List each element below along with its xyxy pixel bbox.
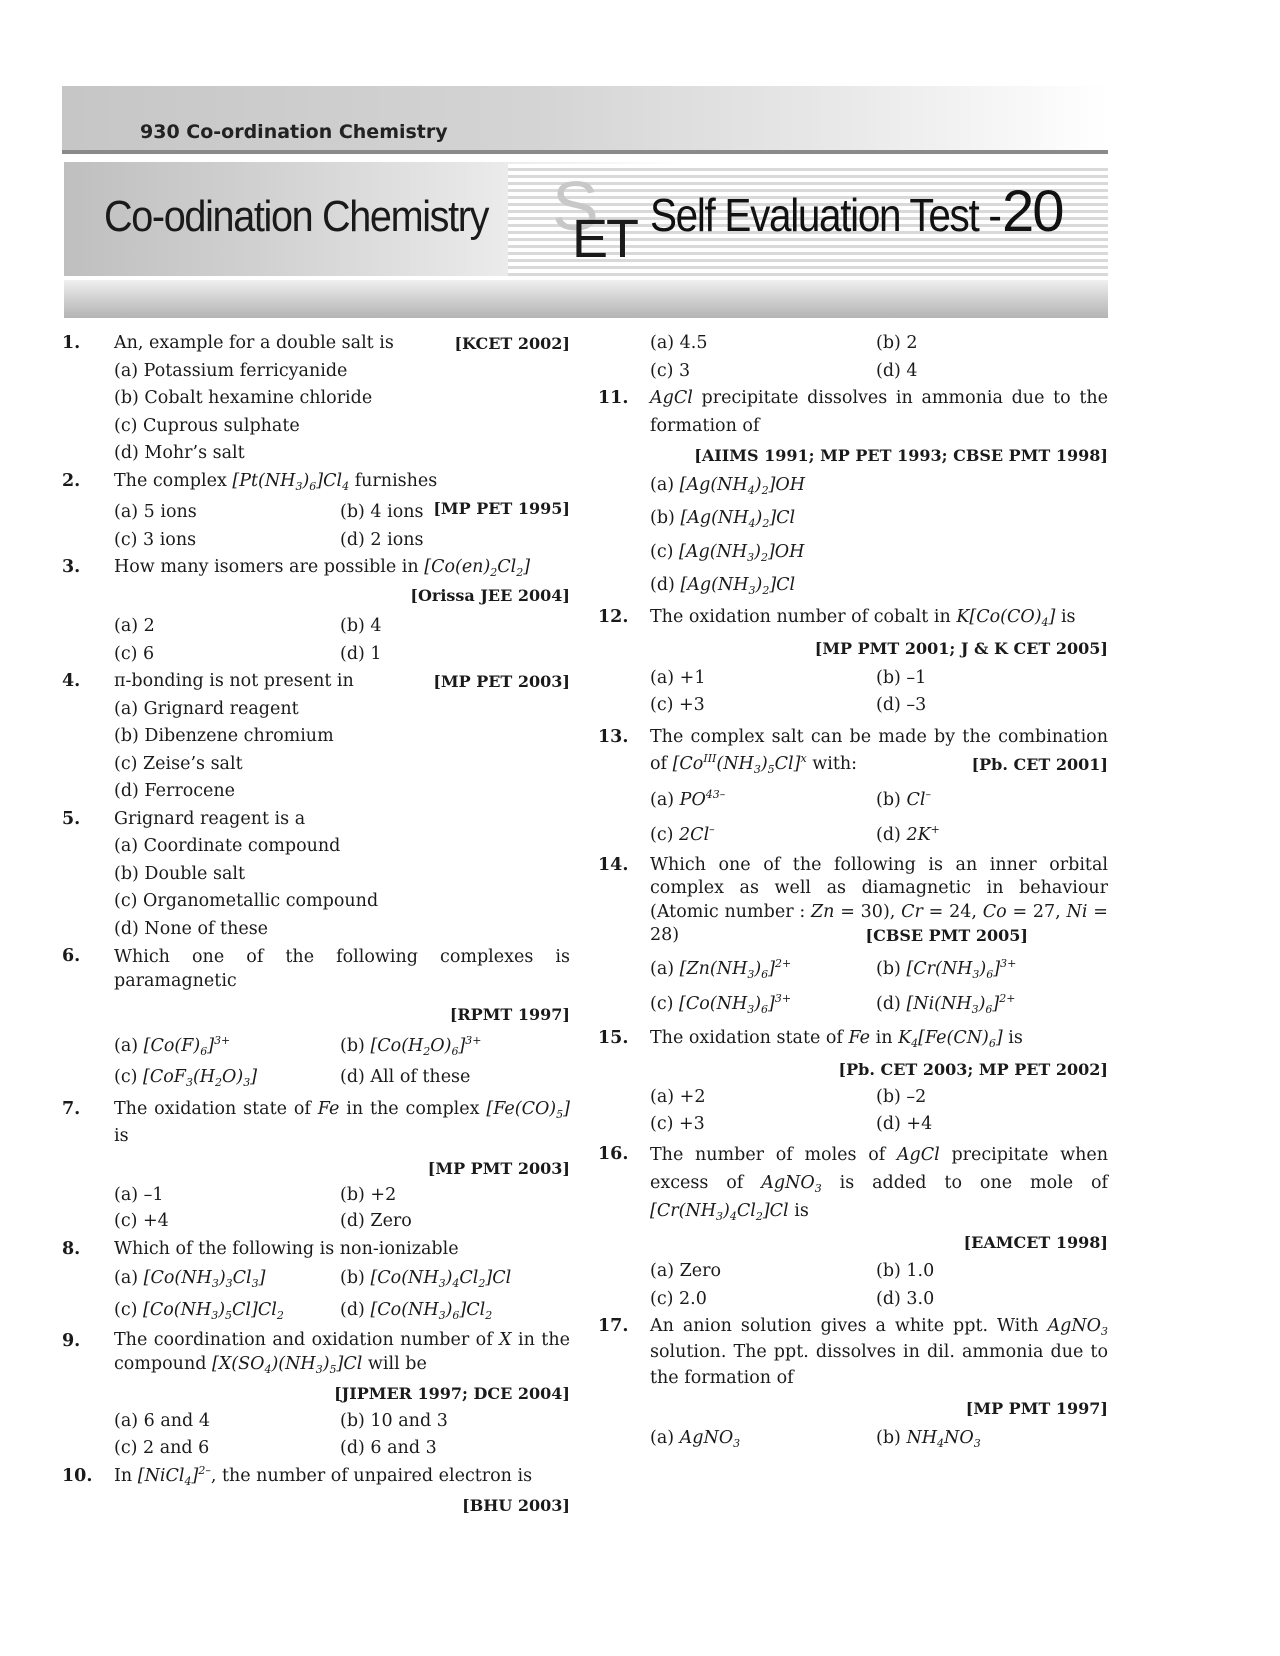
question-number: 13. — [598, 726, 629, 747]
question-10 — [62, 1463, 570, 1520]
option-a: (a) +2 — [650, 1086, 706, 1107]
option-a: (a) Potassium ferricyanide — [114, 360, 348, 381]
formula: $[Ag(NH_4)_2]OH$ — [679, 474, 806, 497]
options-row — [650, 1258, 1108, 1286]
question-5 — [62, 806, 570, 944]
options-row — [114, 1297, 570, 1325]
question-number: 10. — [62, 1465, 93, 1486]
formula: $[X(SO_4)(NH_3)_5]Cl$ — [212, 1354, 363, 1376]
options-row — [114, 641, 570, 669]
question-14 — [598, 852, 1108, 1019]
formula: $NH_4NO_3$ — [906, 1427, 981, 1450]
option-d: (d) 2 ions — [340, 529, 424, 550]
question-number: 14. — [598, 854, 629, 875]
options-row — [650, 1286, 1108, 1314]
option-a: (a) $[Zn(NH_3)_6]^{2+}$ — [650, 956, 792, 981]
option-c: (c) Organometallic compound — [114, 891, 379, 911]
question-stem: The number of moles of AgCl precipitate when excess of AgNO$_3$ is added to one mole of $[Cr(NH_3)_4Cl_2]Cl$ is — [650, 1144, 1108, 1223]
question-number: 4. — [62, 671, 81, 691]
option-d: (d) All of these — [340, 1067, 471, 1087]
option-a: (a) 4.5 — [650, 333, 708, 353]
options-row — [114, 1210, 570, 1232]
question-stem: The complex $[Pt(NH_3)_6]Cl_4$ furnishes [MP PET 1995] — [114, 468, 570, 496]
option-c: (c) +4 — [114, 1210, 169, 1231]
question-stem: The oxidation number of cobalt in $K[Co(CO)_4]$ is — [650, 606, 1076, 629]
set-logo-et: ET — [572, 209, 638, 269]
question-number: 3. — [62, 557, 81, 577]
option-d: (d) 2K+ — [876, 823, 940, 845]
option-b: (b) Cobalt hexamine chloride — [114, 388, 373, 408]
question-number: 11. — [598, 388, 629, 408]
question-stem: Which one of the following complexes is paramagnetic — [114, 947, 570, 991]
question-stem: π-bonding is not present in [MP PET 2003] — [114, 668, 570, 696]
options-row — [650, 665, 1108, 693]
option-a: (a) $[Co(NH_3)_3Cl_3]$ — [114, 1268, 266, 1290]
question-8 — [62, 1236, 570, 1325]
option-d: (d) 1 — [340, 643, 382, 664]
question-source: [MP PMT 2003] — [427, 1158, 570, 1178]
question-source: [MP PMT 2001; J & K CET 2005] — [814, 639, 1108, 658]
options-row — [650, 956, 1108, 984]
options-row — [650, 787, 1108, 815]
question-source: [EAMCET 1998] — [963, 1232, 1108, 1252]
formula: $K[Co(CO)_4]$ — [956, 606, 1056, 629]
question-stem: The complex salt can be made by the combination of $[Co^{III}(NH_3)_5Cl]^x$ with: [Pb. CET 2001] — [650, 724, 1108, 779]
option-b: (b) Dibenzene chromium — [114, 726, 334, 746]
question-stem: Which one of the following is an inner orbital complex as well as diamagnetic in behaviour (Atomic number : Zn = 30), Cr = 24, Co = 27, Ni = 28) [CBSE PMT 2005] — [650, 852, 1108, 948]
question-source: [MP PET 2003] — [433, 672, 570, 691]
option-c: (c) Cuprous sulphate — [114, 415, 300, 436]
option-a: (a) Grignard reagent — [114, 698, 299, 719]
question-11 — [598, 385, 1108, 600]
options-row — [650, 991, 1108, 1019]
options-row — [114, 1182, 570, 1210]
option-a: (a) 6 and 4 — [114, 1410, 210, 1431]
option-c: (c) $[Co(NH_3)_6]^{3+}$ — [650, 992, 792, 1016]
option-b: (b) 4 ions — [340, 502, 424, 522]
option-b: (b) $[Co(NH_3)_4Cl_2]Cl$ — [340, 1268, 512, 1290]
option-d: (d) $[Ni(NH_3)_6]^{2+}$ — [876, 992, 1016, 1016]
options-row — [114, 527, 570, 555]
question-stem: In [NiCl$_4$]$^{2-}$, the number of unpaired electron is — [114, 1463, 533, 1488]
option-d: (d) 3.0 — [876, 1288, 935, 1309]
option-b: (b) Double salt — [114, 863, 246, 884]
question-3 — [62, 554, 570, 668]
question-13 — [598, 724, 1108, 850]
option-c: (c) 2.0 — [650, 1288, 707, 1309]
q10-options-row — [650, 330, 1108, 358]
option-a: (a) $PO^{43-}$ — [650, 787, 726, 810]
question-9 — [62, 1328, 570, 1463]
option-c: (c) $[CoF_3(H_2O)_3]$ — [114, 1067, 258, 1089]
question-source: [CBSE PMT 2005] — [865, 926, 1028, 945]
option-c: (c) +3 — [650, 695, 705, 715]
options-row — [650, 1111, 1108, 1139]
option-a: (a) $[Ag(NH_4)_2]OH$ — [650, 474, 806, 497]
q10-options-row — [650, 358, 1108, 386]
options-row — [650, 1425, 1108, 1453]
option-c: (c) 3 — [650, 360, 691, 381]
header-bar — [62, 86, 1108, 154]
element-symbol: Cr — [901, 901, 923, 922]
element-symbol: Co — [982, 901, 1007, 922]
options-row — [114, 499, 433, 527]
option-c: (c) Zeise’s salt — [114, 753, 243, 774]
formula: $[Co(F)_6]^{3+}$ — [143, 1033, 231, 1058]
formula: 2Cl– — [679, 823, 715, 845]
question-number: 5. — [62, 808, 81, 829]
options-row — [650, 692, 1108, 720]
option-c: (c) 2Cl– — [650, 823, 715, 845]
question-stem: Grignard reagent is a — [114, 808, 306, 829]
option-b: (b) $[Cr(NH_3)_6]^{3+}$ — [876, 956, 1017, 981]
option-b: (b) $NH_4NO_3$ — [876, 1427, 981, 1450]
option-c: (c) 6 — [114, 643, 155, 664]
option-d: (d) Zero — [340, 1210, 412, 1231]
options-row — [114, 1033, 570, 1061]
question-1 — [62, 330, 570, 468]
formula: AgCl — [896, 1144, 940, 1165]
option-b: (b) –2 — [876, 1086, 927, 1107]
formula: $[Ag(NH_3)_2]OH$ — [679, 541, 805, 564]
question-6 — [62, 943, 570, 1092]
option-c: (c) 2 and 6 — [114, 1438, 210, 1458]
options-row — [650, 1084, 1108, 1112]
question-stem: The oxidation state of Fe in $K_4[Fe(CN)_6]$ is — [650, 1027, 1023, 1050]
formula: $PO^{43-}$ — [679, 787, 726, 810]
element-symbol: Fe — [317, 1098, 340, 1119]
chapter-title: Co-odination Chemistry — [104, 192, 489, 241]
formula: AgCl — [650, 388, 693, 408]
formula: Cl– — [906, 787, 931, 810]
question-number: 8. — [62, 1238, 81, 1259]
element-symbol: X — [499, 1330, 512, 1350]
question-stem: Which of the following is non-ionizable — [114, 1238, 459, 1259]
formula: AgNO$_3$ — [679, 1427, 741, 1450]
option-c: (c) 3 ions — [114, 529, 197, 550]
banner-bottom-bar — [64, 280, 1108, 318]
formula: $[Co(H_2O)_6]^{3+}$ — [370, 1033, 482, 1058]
question-number: 17. — [598, 1316, 629, 1336]
formula: $[Ag(NH_4)_2]Cl$ — [680, 508, 796, 530]
question-15 — [598, 1025, 1108, 1139]
option-d: (d) 6 and 3 — [340, 1438, 437, 1458]
option-d: (d) +4 — [876, 1114, 933, 1134]
option-d: (d) None of these — [114, 918, 269, 939]
question-source: [RPMT 1997] — [449, 1005, 570, 1024]
options-row — [114, 1064, 570, 1092]
question-source: [KCET 2002] — [454, 334, 570, 353]
option-a: (a) 2 — [114, 616, 155, 636]
option-d: (d) 4 — [876, 360, 918, 381]
formula: $[Co(NH_3)_4Cl_2]Cl$ — [370, 1268, 512, 1290]
question-2 — [62, 468, 570, 555]
option-b: (b) $[Co(H_2O)_6]^{3+}$ — [340, 1033, 482, 1058]
formula: $[Fe(CO)_5]$ — [486, 1098, 570, 1121]
formula: $K_4[Fe(CN)_6]$ — [898, 1027, 1003, 1050]
question-stem: How many isomers are possible in $[Co(en)_2Cl_2]$ — [114, 557, 531, 579]
question-source: [Pb. CET 2001] — [971, 755, 1108, 774]
question-stem: The coordination and oxidation number of X in the compound $[X(SO_4)(NH_3)_5]Cl$ will be — [114, 1330, 570, 1376]
option-a: (a) –1 — [114, 1185, 164, 1205]
options-row — [114, 1408, 570, 1436]
option-d: (d) Mohr’s salt — [114, 443, 245, 463]
question-number: 9. — [62, 1331, 81, 1351]
left-column — [62, 330, 570, 1520]
formula: [NiCl$_4$]$^{2-}$ — [137, 1463, 211, 1488]
question-source: [MP PMT 1997] — [965, 1399, 1108, 1418]
question-number: 1. — [62, 333, 81, 353]
question-source: [BHU 2003] — [462, 1496, 570, 1515]
question-number: 16. — [598, 1143, 629, 1164]
formula: $[Pt(NH_3)_6]Cl_4$ — [232, 470, 350, 493]
formula: $[Co(en)_2Cl_2]$ — [424, 557, 531, 579]
option-a: (a) $[Co(F)_6]^{3+}$ — [114, 1033, 231, 1058]
formula: $[Ni(NH_3)_6]^{2+}$ — [906, 992, 1016, 1016]
question-number: 15. — [598, 1027, 629, 1048]
test-number: 20 — [1002, 179, 1063, 244]
option-b: (b) Cl– — [876, 787, 931, 810]
formula: $[Cr(NH_3)_4Cl_2]Cl$ — [650, 1200, 789, 1223]
formula: $[CoF_3(H_2O)_3]$ — [143, 1067, 258, 1089]
question-17 — [598, 1313, 1108, 1452]
options-row — [114, 1265, 570, 1293]
formula: $[Zn(NH_3)_6]^{2+}$ — [679, 956, 792, 981]
option-a: (a) AgNO$_3$ — [650, 1427, 741, 1450]
option-d: (d) $[Ag(NH_3)_2]Cl$ — [650, 575, 796, 597]
option-a: (a) Zero — [650, 1261, 722, 1281]
element-symbol: Ni — [1066, 901, 1088, 922]
option-d: (d) $[Co(NH_3)_6]Cl_2$ — [340, 1299, 493, 1322]
option-a: (a) 5 ions — [114, 502, 197, 522]
formula: AgNO$_3$ — [1047, 1316, 1108, 1338]
option-a: (a) Coordinate compound — [114, 836, 341, 856]
option-b: (b) –1 — [876, 667, 927, 688]
test-title: Self Evaluation Test - — [650, 189, 1001, 241]
options-row — [114, 1435, 570, 1463]
option-c: (c) +3 — [650, 1114, 705, 1134]
option-b: (b) 1.0 — [876, 1261, 935, 1281]
formula: $[Co(NH_3)_6]Cl_2$ — [370, 1299, 493, 1322]
question-source: [MP PET 1995] — [433, 499, 570, 518]
element-symbol: Zn — [811, 901, 835, 922]
question-source: [JIPMER 1997; DCE 2004] — [334, 1384, 570, 1403]
question-number: 12. — [598, 606, 629, 627]
question-number: 2. — [62, 470, 81, 491]
question-stem: AgCl precipitate dissolves in ammonia due to the formation of — [650, 388, 1108, 436]
formula: $[Co(NH_3)_6]^{3+}$ — [679, 992, 792, 1016]
formula: AgNO$_3$ — [761, 1172, 822, 1195]
question-source: [Orissa JEE 2004] — [410, 585, 570, 605]
question-number: 6. — [62, 946, 81, 966]
question-stem: An anion solution gives a white ppt. With AgNO$_3$ solution. The ppt. dissolves in dil. ammonia due to the formation of — [650, 1316, 1108, 1388]
question-source: [Pb. CET 2003; MP PET 2002] — [838, 1060, 1108, 1079]
formula: $[Co(NH_3)_5Cl]Cl_2$ — [143, 1299, 284, 1322]
set-logo-s: S — [552, 167, 599, 245]
question-stem: An, example for a double salt is [KCET 2002] — [114, 330, 570, 358]
question-4 — [62, 668, 570, 806]
option-b: (b) +2 — [340, 1185, 397, 1205]
formula: $[Ag(NH_3)_2]Cl$ — [680, 575, 796, 597]
option-b: (b) $[Ag(NH_4)_2]Cl$ — [650, 508, 796, 530]
formula: $[Cr(NH_3)_6]^{3+}$ — [906, 956, 1017, 981]
question-source: [AIIMS 1991; MP PET 1993; CBSE PMT 1998] — [694, 446, 1108, 465]
option-c: (c) $[Co(NH_3)_5Cl]Cl_2$ — [114, 1299, 284, 1322]
option-b: (b) 4 — [340, 616, 382, 636]
question-16 — [598, 1141, 1108, 1314]
formula: $[Co^{III}(NH_3)_5Cl]^x$ — [672, 752, 807, 776]
options-row — [650, 822, 1108, 850]
right-column — [598, 330, 1108, 1452]
option-c: (c) $[Ag(NH_3)_2]OH$ — [650, 541, 805, 564]
option-d: (d) Ferrocene — [114, 781, 236, 801]
options-row — [114, 613, 570, 641]
option-b: (b) 2 — [876, 333, 918, 353]
option-a: (a) +1 — [650, 667, 706, 688]
question-7 — [62, 1096, 570, 1232]
page-header: 930 Co-ordination Chemistry — [140, 121, 448, 143]
question-number: 7. — [62, 1098, 81, 1119]
question-stem: The oxidation state of Fe in the complex $[Fe(CO)_5]$ is — [114, 1098, 570, 1146]
element-symbol: Fe — [848, 1027, 871, 1048]
formula: 2K+ — [906, 823, 940, 845]
option-d: (d) –3 — [876, 695, 927, 715]
formula: $[Co(NH_3)_3Cl_3]$ — [143, 1268, 266, 1290]
question-12 — [598, 604, 1108, 720]
option-b: (b) 10 and 3 — [340, 1410, 448, 1431]
